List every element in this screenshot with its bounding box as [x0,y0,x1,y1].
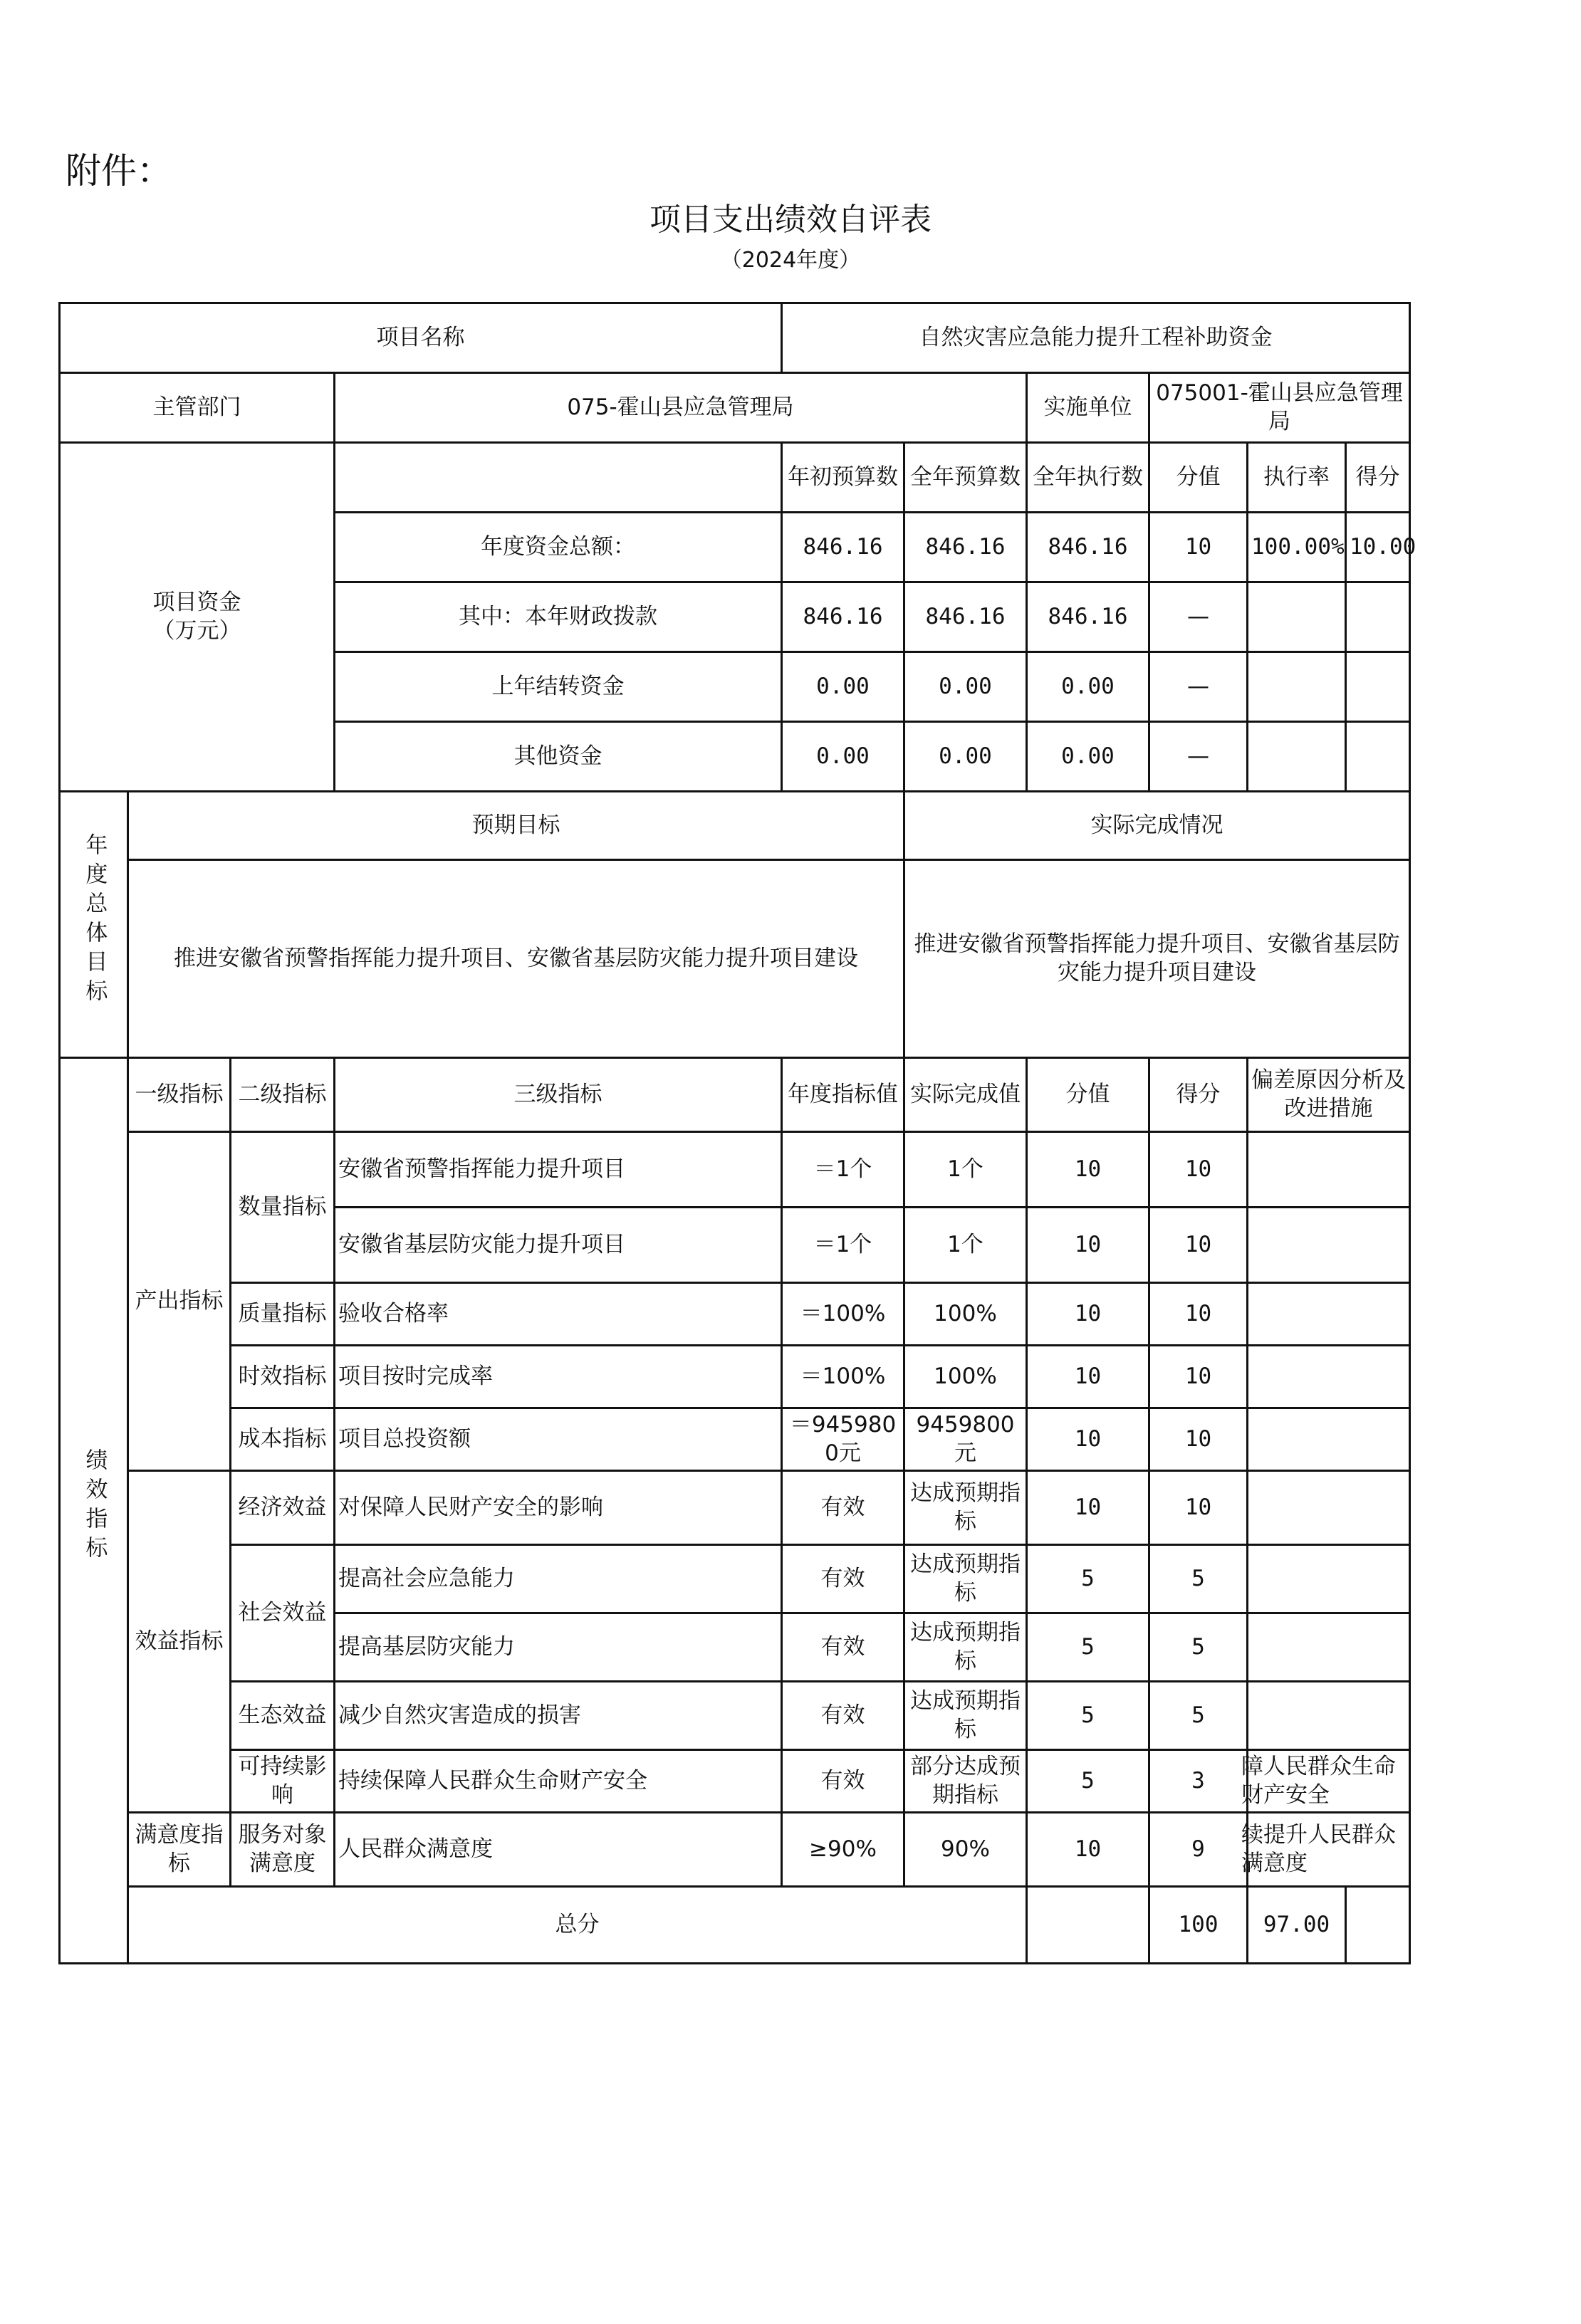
indicator-target: ＝100% [782,1346,904,1408]
project-name-label: 项目名称 [60,303,782,373]
indicator-actual: 9459800元 [904,1408,1027,1471]
indicator-name: 人民群众满意度 [335,1813,782,1887]
funds-header-score-value: 分值 [1149,443,1248,513]
indicator-score: 5 [1149,1545,1248,1613]
total-label: 总分 [128,1887,1027,1964]
indicator-header-target: 年度指标值 [782,1058,904,1132]
indicator-score: 10 [1149,1346,1248,1408]
funds-row-executed: 0.00 [1027,652,1149,722]
subgroup-cost: 成本指标 [231,1408,335,1471]
funds-row-executed: 0.00 [1027,722,1149,792]
funds-row-rate [1248,722,1346,792]
form-title: 项目支出绩效自评表 [649,201,932,238]
goals-expected-header: 预期目标 [128,792,904,860]
funds-row-initial: 846.16 [782,513,904,582]
indicator-score: 10 [1149,1132,1248,1208]
indicator-score-value: 10 [1027,1471,1149,1545]
indicator-actual: 达成预期指标 [904,1545,1027,1613]
subgroup-economic: 经济效益 [231,1471,335,1545]
indicator-row [60,1750,1410,1813]
indicator-target: ＝1个 [782,1208,904,1283]
goals-label: 年度总体目标 [60,792,128,1058]
indicator-actual: 部分达成预期指标 [904,1750,1027,1813]
funds-row-executed: 846.16 [1027,513,1149,582]
indicator-header-actual: 实际完成值 [904,1058,1027,1132]
form-year: （2024年度） [720,248,861,273]
indicator-actual: 达成预期指标 [904,1613,1027,1682]
unit-value: 075001-霍山县应急管理局 [1149,373,1410,443]
funds-row-score-value: — [1149,582,1248,652]
funds-header-initial: 年初预算数 [782,443,904,513]
indicator-name: 提高基层防灾能力 [335,1613,782,1682]
indicator-row [60,1682,1410,1750]
indicator-header-level1: 一级指标 [128,1058,231,1132]
indicator-actual: 达成预期指标 [904,1682,1027,1750]
indicator-score: 5 [1149,1682,1248,1750]
performance-table [58,302,1416,1964]
goals-row [60,860,1410,1058]
funds-row-annual: 846.16 [904,582,1027,652]
indicator-actual: 90% [904,1813,1027,1887]
indicator-name: 项目总投资额 [335,1408,782,1471]
total-score: 97.00 [1248,1887,1346,1964]
subgroup-timeliness: 时效指标 [231,1346,335,1408]
indicator-target: ＝100% [782,1283,904,1346]
indicator-score-value: 10 [1027,1813,1149,1887]
total-score-value: 100 [1149,1887,1248,1964]
indicator-actual: 1个 [904,1208,1027,1283]
funds-header-rate: 执行率 [1248,443,1346,513]
indicator-row [60,1813,1410,1887]
total-blank [1027,1887,1149,1964]
indicator-header-row [60,1058,1410,1132]
funds-row-rate [1248,652,1346,722]
funds-row-executed: 846.16 [1027,582,1149,652]
funds-row-initial: 846.16 [782,582,904,652]
indicator-analysis [1248,1346,1410,1408]
indicator-actual: 100% [904,1283,1027,1346]
indicator-score-value: 5 [1027,1613,1149,1682]
total-analysis [1346,1887,1410,1964]
indicator-score-value: 10 [1027,1408,1149,1471]
funds-row-score-value: — [1149,652,1248,722]
funds-row-initial: 0.00 [782,722,904,792]
indicator-name: 验收合格率 [335,1283,782,1346]
total-row [60,1887,1410,1964]
funds-header-score: 得分 [1346,443,1410,513]
indicator-target: 有效 [782,1471,904,1545]
indicator-target: ≥90% [782,1813,904,1887]
dept-value: 075-霍山县应急管理局 [335,373,1027,443]
indicator-name: 对保障人民财产安全的影响 [335,1471,782,1545]
dept-row [60,373,1410,443]
indicator-target: 有效 [782,1545,904,1613]
indicator-analysis [1248,1471,1410,1545]
indicator-score: 9 [1149,1813,1248,1887]
indicator-target: 有效 [782,1682,904,1750]
indicator-score-value: 5 [1027,1750,1149,1813]
indicator-header-level2: 二级指标 [231,1058,335,1132]
funds-row-initial: 0.00 [782,652,904,722]
indicator-analysis [1248,1408,1410,1471]
indicator-name: 提高社会应急能力 [335,1545,782,1613]
indicator-row [60,1283,1410,1346]
funds-row-label: 其他资金 [335,722,782,792]
indicator-score-value: 5 [1027,1682,1149,1750]
indicator-row [60,1408,1410,1471]
indicator-score-value: 10 [1027,1283,1149,1346]
goals-header-row [60,792,1410,860]
indicator-name: 持续保障人民群众生命财产安全 [335,1750,782,1813]
indicator-score-value: 10 [1027,1132,1149,1208]
indicator-analysis [1248,1283,1410,1346]
indicator-actual: 1个 [904,1132,1027,1208]
indicator-header-score-value: 分值 [1027,1058,1149,1132]
indicator-target: ＝9459800元 [782,1408,904,1471]
project-name-row [60,303,1410,373]
indicator-score: 5 [1149,1613,1248,1682]
indicator-score: 3 [1149,1750,1248,1813]
indicator-analysis [1248,1613,1410,1682]
funds-row-annual: 846.16 [904,513,1027,582]
indicator-row [60,1346,1410,1408]
funds-row-annual: 0.00 [904,652,1027,722]
funds-row-score [1346,582,1410,652]
group-satisfaction: 满意度指标 [128,1813,231,1887]
funds-header-annual: 全年预算数 [904,443,1027,513]
funds-row-annual: 0.00 [904,722,1027,792]
funds-row-score [1346,722,1410,792]
indicator-header-level3: 三级指标 [335,1058,782,1132]
indicator-analysis: 续提升人民群众满意度 [1248,1813,1410,1887]
group-output: 产出指标 [128,1132,231,1471]
indicator-analysis [1248,1682,1410,1750]
funds-row-rate [1248,582,1346,652]
funds-header-blank [335,443,782,513]
project-name: 自然灾害应急能力提升工程补助资金 [782,303,1410,373]
indicator-name: 项目按时完成率 [335,1346,782,1408]
indicator-analysis: 障人民群众生命财产安全 [1248,1750,1410,1813]
indicators-label: 绩效指标 [60,1058,128,1964]
dept-label: 主管部门 [60,373,335,443]
indicator-analysis [1248,1208,1410,1283]
indicator-target: 有效 [782,1613,904,1682]
funds-row-score [1346,652,1410,722]
funds-row-label: 上年结转资金 [335,652,782,722]
indicator-row [60,1132,1410,1208]
funds-row-rate: 100.00% [1248,513,1346,582]
subgroup-service-obj: 服务对象满意度 [231,1813,335,1887]
indicator-row [60,1545,1410,1613]
funds-row-label: 其中：本年财政拨款 [335,582,782,652]
indicator-score: 10 [1149,1208,1248,1283]
indicator-name: 安徽省基层防灾能力提升项目 [335,1208,782,1283]
funds-row-label: 年度资金总额： [335,513,782,582]
indicator-name: 减少自然灾害造成的损害 [335,1682,782,1750]
indicator-score: 10 [1149,1408,1248,1471]
goals-actual-header: 实际完成情况 [904,792,1410,860]
funds-row-score: 10.00 [1346,513,1410,582]
indicator-target: 有效 [782,1750,904,1813]
indicator-header-score: 得分 [1149,1058,1248,1132]
indicator-score-value: 10 [1027,1346,1149,1408]
goals-actual: 推进安徽省预警指挥能力提升项目、安徽省基层防灾能力提升项目建设 [904,860,1410,1058]
attachment-label: 附件： [66,150,172,192]
indicator-name: 安徽省预警指挥能力提升项目 [335,1132,782,1208]
subgroup-quality: 质量指标 [231,1283,335,1346]
indicator-analysis [1248,1545,1410,1613]
indicator-actual: 100% [904,1346,1027,1408]
indicator-target: ＝1个 [782,1132,904,1208]
subgroup-ecological: 生态效益 [231,1682,335,1750]
subgroup-sustainable: 可持续影响 [231,1750,335,1813]
funds-row-score-value: 10 [1149,513,1248,582]
funds-label: 项目资金 （万元） [60,443,335,792]
indicator-score-value: 10 [1027,1208,1149,1283]
funds-header-row [60,443,1410,513]
indicator-score: 10 [1149,1471,1248,1545]
indicator-analysis [1248,1132,1410,1208]
subgroup-quantity: 数量指标 [231,1132,335,1283]
goals-expected: 推进安徽省预警指挥能力提升项目、安徽省基层防灾能力提升项目建设 [128,860,904,1058]
subgroup-social: 社会效益 [231,1545,335,1682]
indicator-score-value: 5 [1027,1545,1149,1613]
group-benefit: 效益指标 [128,1471,231,1813]
funds-row-score-value: — [1149,722,1248,792]
indicator-header-analysis: 偏差原因分析及改进措施 [1248,1058,1410,1132]
indicator-actual: 达成预期指标 [904,1471,1027,1545]
indicator-row [60,1471,1410,1545]
indicator-score: 10 [1149,1283,1248,1346]
funds-header-executed: 全年执行数 [1027,443,1149,513]
unit-label: 实施单位 [1027,373,1149,443]
